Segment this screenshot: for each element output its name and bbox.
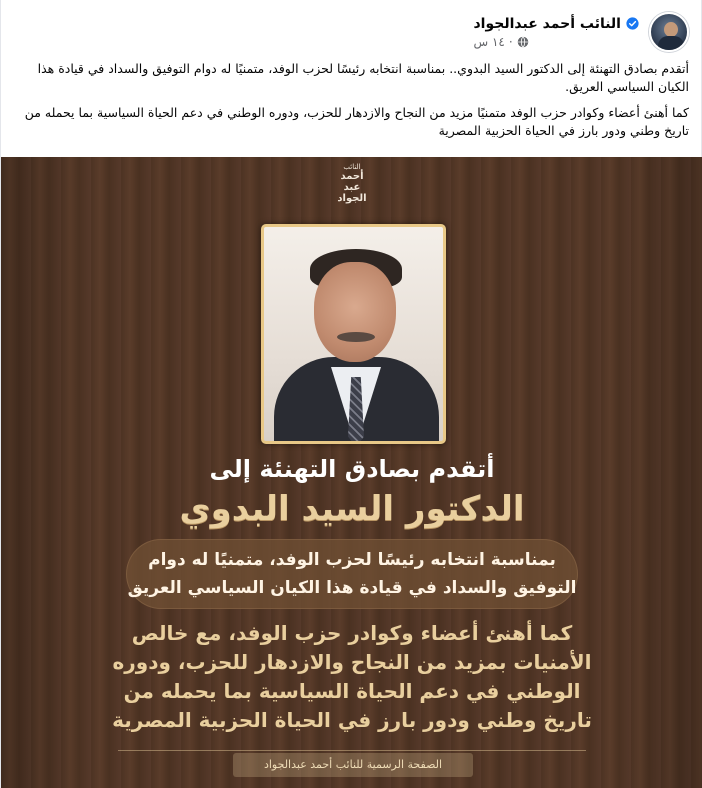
meta-separator: · [508, 34, 513, 49]
header-text [474, 16, 640, 49]
headline-greeting: أتقدم بصادق التهنئة إلى [209, 455, 495, 483]
portrait-mustache [337, 332, 375, 342]
post-header [474, 10, 690, 54]
body-line-2: الأمنيات بمزيد من النجاح والازدهار للحزب، ودوره [112, 650, 592, 674]
occasion-line-1: بمناسبة انتخابه رئيسًا لحزب الوفد، متمنيًا له دوام [148, 550, 556, 570]
official-page-label: الصفحة الرسمية للنائب أحمد عبدالجواد [233, 753, 473, 777]
caption-paragraph-2: كما أهنئ أعضاء وكوادر حزب الوفد متمنيًا مزيد من النجاح والازدهار للحزب، ودوره الوطني في دعم الحياة السياسية بما يحمله من تاريخ وطني ودور بارز في الحياة الحزبية المصرية [24, 105, 689, 138]
name-row [474, 16, 640, 32]
body-line-4: تاريخ وطني ودور بارز في الحياة الحزبية المصرية [112, 708, 592, 732]
post-meta [474, 35, 640, 49]
footer-divider [118, 750, 586, 751]
occasion-line-2: التوفيق والسداد في قيادة هذا الكيان السياسي العريق [127, 578, 577, 598]
mp-logo [331, 163, 373, 211]
post-timestamp[interactable]: ١٤ س [473, 34, 505, 49]
post-image[interactable] [1, 157, 702, 788]
body-line-3: الوطني في دعم الحياة السياسية بما يحمله من [123, 679, 581, 703]
avatar-head [664, 22, 678, 37]
caption-paragraph-1: أتقدم بصادق التهنئة إلى الدكتور السيد البدوي.. بمناسبة انتخابه رئيسًا لحزب الوفد، متمنيًا له دوام التوفيق والسداد في قيادة هذا الكيان السياسي العريق. [37, 61, 689, 94]
verified-badge-icon [626, 17, 639, 30]
logo-name: أحمد عبد الجواد [337, 171, 367, 204]
logo-title: النائب [343, 163, 361, 171]
avatar-body [658, 36, 684, 52]
portrait-face [314, 262, 396, 362]
occasion-banner [126, 539, 578, 609]
body-line-1: كما أهنئ أعضاء وكوادر حزب الوفد، مع خالص [131, 621, 573, 645]
author-avatar[interactable] [649, 12, 689, 52]
congratulation-body [101, 619, 603, 735]
headline-recipient: الدكتور السيد البدوي [179, 489, 525, 529]
post-caption [15, 60, 689, 148]
author-name-link[interactable]: النائب أحمد عبدالجواد [473, 15, 621, 32]
globe-icon [517, 36, 529, 48]
portrait-photo [261, 224, 446, 444]
